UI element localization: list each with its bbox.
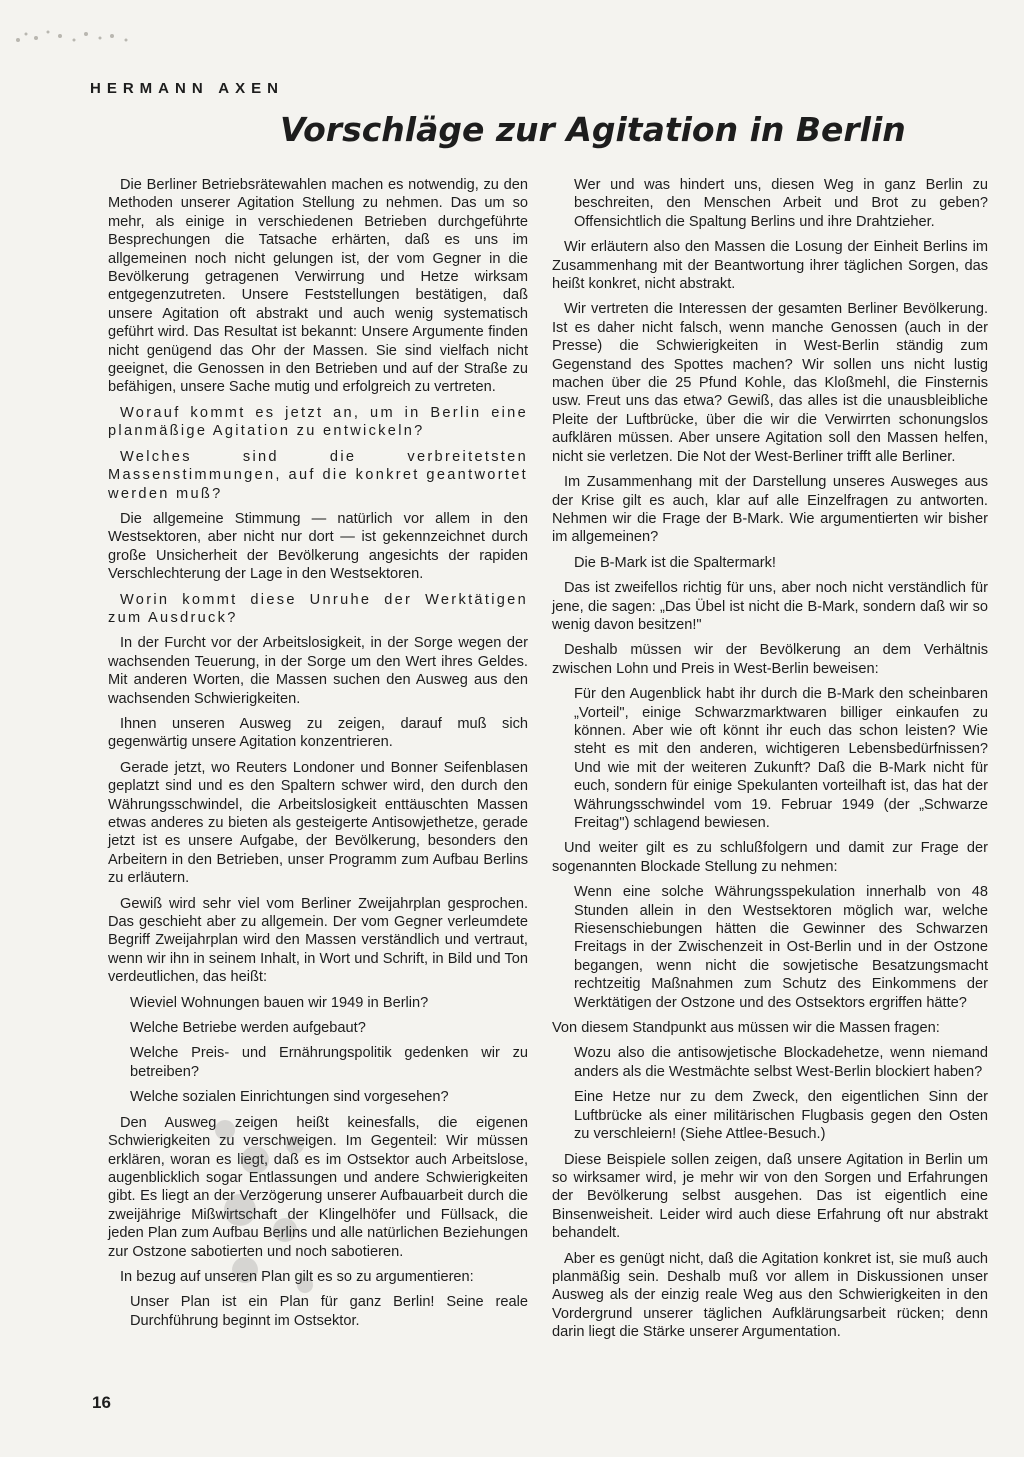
article-title: Vorschläge zur Agitation in Berlin <box>280 110 906 149</box>
spaced-question: Welches sind die verbreitetsten Massenstimmungen, auf die konkret geantwortet werden muß? <box>108 448 528 502</box>
indented-question: Wieviel Wohnungen bauen wir 1949 in Berlin? <box>130 994 429 1011</box>
author-name: HERMANN AXEN <box>90 80 284 97</box>
paragraph: Das ist zweifellos richtig für uns, aber noch nicht verständlich für jene, die sagen: „Das Übel ist nicht die B-Mark, sondern daß wir so wenig davon besitzen!" <box>552 580 988 633</box>
paragraph: Wir vertreten die Interessen der gesamten Berliner Bevölkerung. Ist es daher nicht falsch, wenn manche Genossen (auch in der Presse) die Schwierigkeiten in West-Berlin ständig zum Gegenstand des Spottes machen? Wir sollen uns nicht lustig machen über die 25 Pfund Kohle, das Kloßmehl, die Finsternis usw. Freut uns das etwa? Gewiß, das alles ist die unausbleibliche Pleite der Luftbrücke, über die wir die Verwirrten schonungslos aufklären müssen. Aber unsere Agitation soll den Massen helfen, nicht sie verletzen. Die Not der West-Berliner trifft alle Berliner. <box>552 301 988 465</box>
paragraph: Im Zusammenhang mit der Darstellung unseres Ausweges aus der Krise gilt es auch, klar auf alle Einzelfragen zu antworten. Nehmen wir die Frage der B-Mark. Wie argumentierten wir bisher im allgemeinen? <box>552 474 988 546</box>
indented-argument: Unser Plan ist ein Plan für ganz Berlin! Seine reale Durchführung beginnt im Ostsektor. <box>130 1294 528 1329</box>
indented-argument: Wer und was hindert uns, diesen Weg in ganz Berlin zu beschreiten, den Menschen Arbeit und Brot zu geben? Offensichtlich die Spaltung Berlins und ihre Drahtzieher. <box>574 177 988 230</box>
indented-argument: Die B-Mark ist die Spaltermark! <box>574 554 776 571</box>
right-column <box>552 176 988 1349</box>
paragraph: Den Ausweg zeigen heißt keinesfalls, die eigenen Schwierigkeiten zu verschweigen. Im Gegenteil: Wir müssen erklären, woran es liegt, daß es im Ostsektor auch Arbeitslose, augenblicklich sogar Entlassungen und andere Schwierigkeiten gibt. Es liegt an der Verzögerung unserer Aufbauarbeit durch die zweijährige Mißwirtschaft der Klingelhöfer und Füllsack, die jeden Plan zum Aufbau Berlins und alle natürlichen Beziehungen zur Ostzone sabotierten und noch sabotieren. <box>108 1114 528 1260</box>
faded-stamp-mark <box>185 1100 345 1310</box>
paragraph: Und weiter gilt es zu schlußfolgern und damit zur Frage der sogenannten Blockade Stellung zu nehmen: <box>552 840 988 875</box>
paragraph: Die Berliner Betriebsrätewahlen machen es notwendig, zu den Methoden unserer Agitation Stellung zu nehmen. Das um so mehr, als einige in verschiedenen Betrieben durchgeführte Besprechungen die Tatsache erhärten, daß es uns im allgemeinen noch nicht gelungen ist, der vom Gegner in die Bevölkerung getragenen Verwirrung und Hetze wirksam entgegenzutreten. Unsere Feststellungen bestätigen, daß unsere Agitation oft abstrakt und auch wenig systematisch geführt wird. Das Resultat ist bekannt: Unsere Argumente finden nicht genügend das Ohr der Massen. Sie sind vielfach nicht geeignet, die Genossen in den Betrieben und auf der Straße zu befähigen, unsere Sache mutig und erfolgreich zu vertreten. <box>108 177 528 396</box>
indented-argument: Eine Hetze nur zu dem Zweck, den eigentlichen Sinn der Luftbrücke als einer militärischen Flugbasis gegen den Osten zu verschleiern! (Siehe Attlee-Besuch.) <box>574 1089 988 1143</box>
paragraph: In bezug auf unseren Plan gilt es so zu argumentieren: <box>120 1268 474 1285</box>
paragraph: Deshalb müssen wir der Bevölkerung an dem Verhältnis zwischen Lohn und Preis in West-Berlin beweisen: <box>552 642 988 677</box>
indented-argument: Für den Augenblick habt ihr durch die B-Mark den scheinbaren „Vorteil", einige Schwarzmarktwaren billiger einkaufen zu können. Aber wie oft könnt ihr euch das schon leisten? Wie steht es mit den anderen, wichtigeren Lebensbedürfnissen? Und wie mit der weiteren Zukunft? Daß die B-Mark nicht für euch, sondern für einige Spekulanten vorteilhaft ist, das hat der Währungsschwindel vom 19. Februar 1949 (der „Schwarze Freitag") schlagend bewiesen. <box>574 686 988 831</box>
paragraph: In der Furcht vor der Arbeitslosigkeit, in der Sorge wegen der wachsenden Teuerung, in der Sorge um den Wert ihres Geldes. Mit anderen Worten, die Massen suchen den Ausweg aus den wachsenden Schwierigkeiten. <box>108 635 528 707</box>
paragraph: Wir erläutern also den Massen die Losung der Einheit Berlins im Zusammenhang mit der Beantwortung ihrer täglichen Sorgen, das heißt konkret, nicht abstrakt. <box>552 239 988 293</box>
paragraph: Gewiß wird sehr viel vom Berliner Zweijahrplan gesprochen. Das geschieht aber zu allgemein. Der vom Gegner verleumdete Begriff Zweijahrplan wird den Massen verständlich und vertraut, wenn wir ihn in seinem Inhalt, in Wort und Schrift, in Bild und Ton verdeutlichen, das heißt: <box>108 895 528 986</box>
indented-question: Welche Betriebe werden aufgebaut? <box>130 1020 366 1037</box>
indented-question: Welche sozialen Einrichtungen sind vorgesehen? <box>130 1089 449 1106</box>
paragraph: Diese Beispiele sollen zeigen, daß unsere Agitation in Berlin um so wirksamer wird, je mehr wir von den Sorgen und Erfahrungen der Bevölkerung selbst ausgehen. Das ist eigentlich eine Binsenweisheit. Leider wird auch diese Erfahrung oft nur abstrakt behandelt. <box>552 1151 988 1242</box>
spaced-question: Worauf kommt es jetzt an, um in Berlin eine planmäßige Agitation zu entwickeln? <box>108 404 528 440</box>
paragraph: Aber es genügt nicht, daß die Agitation konkret ist, sie muß auch planmäßig sein. Deshalb muß vor allem in Diskussionen unser Ausweg als der einzig reale Weg aus den Schwierigkeiten in den Vordergrund unserer täglichen Aufklärungsarbeit rücken; denn darin liegt die Stärke unserer Argumentation. <box>552 1250 988 1341</box>
paragraph: Gerade jetzt, wo Reuters Londoner und Bonner Seifenblasen geplatzt sind und es den Spaltern schwer wird, den durch den Währungsschwindel, die Arbeitslosigkeit enttäuschten Massen etwas anderes zu bieten als gesteigerte Antisowjethetze, gerade jetzt ist es unsere Aufgabe, der Bevölkerung, besonders den Arbeitern in den Betrieben, unser Programm zum Aufbau Berlins zu erläutern. <box>108 759 528 887</box>
paragraph: Ihnen unseren Ausweg zu zeigen, darauf muß sich gegenwärtig unsere Agitation konzentrieren. <box>108 715 528 751</box>
indented-argument: Wenn eine solche Währungsspekulation innerhalb von 48 Stunden allein in den Westsektoren möglich war, welche Riesenschiebungen hätten die Gewinner des Schwarzen Freitags in der Zwischenzeit in Ost-Berlin und in der Ostzone begangen, wenn nicht die sowjetische Besatzungsmacht rechtzeitig Maßnahmen zum Schutz des Einkommens der Werktätigen der Ostzone und des Ostsektors ergriffen hätte? <box>574 884 988 1011</box>
indented-question: Welche Preis- und Ernährungspolitik gedenken wir zu betreiben? <box>130 1045 528 1080</box>
corner-smudge <box>8 22 138 52</box>
indented-argument: Wozu also die antisowjetische Blockadehetze, wenn niemand anders als die Westmächte selbst West-Berlin blockiert haben? <box>574 1045 988 1080</box>
spaced-question: Worin kommt diese Unruhe der Werktätigen zum Ausdruck? <box>108 591 528 626</box>
paragraph: Von diesem Standpunkt aus müssen wir die Massen fragen: <box>552 1020 940 1037</box>
paragraph: Die allgemeine Stimmung — natürlich vor allem in den Westsektoren, aber nicht nur dort — ist gekennzeichnet durch große Unsicherheit der Bevölkerung angesichts der rapiden Verschlechterung der Lage in den Westsektoren. <box>108 510 528 583</box>
page-number: 16 <box>92 1393 111 1412</box>
